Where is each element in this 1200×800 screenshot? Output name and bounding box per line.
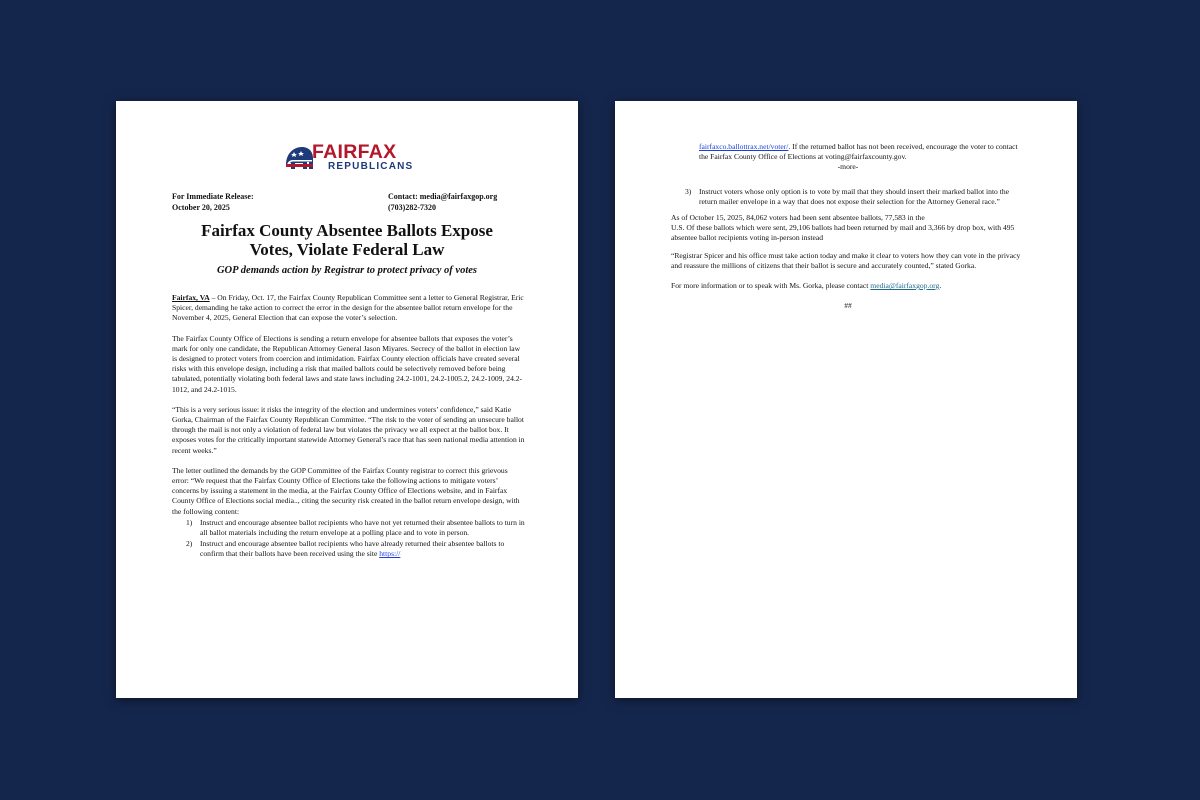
dateline: Fairfax, VA [172, 293, 210, 302]
demands-list [172, 518, 526, 560]
ballottrax-link-start[interactable]: https:// [379, 549, 401, 559]
elephant-icon [284, 145, 314, 172]
document-page-2 [615, 101, 1077, 698]
paragraph-1-text: – On Friday, Oct. 17, the Fairfax County Republican Committee sent a letter to General Registrar, Eric Spicer, demanding he take action to correct the error in the design for the absentee ballot return envelope for the November 4, 2025, General Election that can expose the voter’s selection. [172, 293, 524, 323]
logo-wordmark-top: FAIRFAX [312, 141, 397, 163]
list-item-text: Instruct and encourage absentee ballot recipients who have not yet returned their absentee ballots to turn in all ballot materials including the return envelope at a polling place and to vote in person. [200, 517, 525, 538]
list-item [172, 518, 526, 538]
contact-email: Contact: media@fairfaxgop.org [388, 192, 498, 201]
paragraph-2: The Fairfax County Office of Elections is sending a return envelope for absentee ballots that exposes the voter’s mark for only one candidate, the Republican Attorney General Jason Miyares. Secrecy of the ballot in election law is designed to protect voters from coercion and intimidation. Fairfax County election officials have created several risks with this envelope design, including a risk that mailed ballots could be selectively removed before being tabulated, potentially violating both federal laws and state laws including 24.2-1001, 24.2-1005.2, 24.2-1009, 24.2-1012, and 24.2-1015. [172, 333, 523, 394]
quote-paragraph: “Registrar Spicer and his office must take action today and make it clear to voters how they can vote in the privacy and reassure the millions of citizens that their ballot is secure and accurately counted,” stated Gorka. [671, 250, 1021, 270]
contact-block [388, 191, 497, 213]
headline-line-2: Votes, Violate Federal Law [249, 240, 445, 259]
subheadline: GOP demands action by Registrar to protect privacy of votes [216, 265, 478, 276]
contact-text: For more information or to speak with Ms. Gorka, please contact [671, 281, 871, 291]
paragraph-4: The letter outlined the demands by the GOP Committee of the Fairfax County registrar to correct this grievous error: “We request that the Fairfax County Office of Elections take the following actions to mitigate voters’ concerns by issuing a statement in the media, at the Fairfax County Office of Elections website, and in Fairfax County Office of Elections social media.., citing the security risk created in the ballot return envelope design, with the following content: [172, 465, 520, 516]
contact-end: . [939, 281, 942, 291]
list-item-continuation [671, 142, 1025, 162]
list-item-number: 3) [685, 186, 692, 196]
continuation-text: . If the returned ballot has not been received, encourage the voter to contact the Fairfax County Office of Elections at voting@fairfaxcounty.gov. [699, 142, 1018, 162]
headline-line-1: Fairfax County Absentee Ballots Expose [201, 221, 493, 240]
release-label: For Immediate Release: [172, 192, 254, 201]
headline [156, 221, 538, 259]
list-item-number: 2) [186, 539, 193, 549]
list-item-text: Instruct and encourage absentee ballot recipients who have already returned their absentee ballots to confirm that their ballots have been received using the site [200, 539, 505, 559]
logo-wordmark-bottom: REPUBLICANS [328, 161, 414, 172]
stats-line-1: As of October 15, 2025, 84,062 voters had been sent absentee ballots, 77,583 in the [671, 213, 925, 223]
media-email-link[interactable]: media@fairfaxgop.org [870, 281, 940, 291]
contact-paragraph [671, 281, 1025, 291]
page-2-body [671, 142, 1025, 311]
page-1-body [172, 293, 526, 561]
fairfax-republicans-logo [284, 142, 416, 176]
list-item [172, 539, 526, 559]
stats-paragraph [671, 213, 1025, 244]
list-item [671, 187, 1025, 207]
end-marker: ## [844, 301, 852, 311]
contact-phone: (703)282-7320 [388, 203, 436, 212]
demands-list-cont [671, 187, 1025, 207]
release-date: October 20, 2025 [172, 203, 230, 212]
paragraph-1 [172, 293, 526, 324]
list-item-number: 1) [186, 517, 193, 527]
release-block [172, 191, 254, 213]
ballottrax-link[interactable]: fairfaxco.ballottrax.net/voter/ [699, 142, 789, 151]
list-item-text: Instruct voters whose only option is to vote by mail that they should insert their marked ballot into the return mailer envelope in a way that does not expose their selection for the Attorney General race.” [699, 186, 1010, 206]
stats-line-2: U.S. Of these ballots which were sent, 29,106 ballots had been returned by mail and 3,366 by drop box, with 495 absentee ballot recipients voting in-person instead [671, 223, 1015, 243]
paragraph-3: “This is a very serious issue: it risks the integrity of the election and undermines voters’ confidence,” said Katie Gorka, Chairman of the Fairfax County Republican Committee. “The risk to the voter of sending an unsecure ballot through the mail is not only a violation of federal law but violates the privacy we all expect at the ballot box. It exposes votes for the critically important statewide Attorney General’s race that has seen national media attention in recent weeks.” [172, 404, 525, 455]
document-page-1 [116, 101, 578, 698]
more-marker: -more- [837, 162, 859, 172]
